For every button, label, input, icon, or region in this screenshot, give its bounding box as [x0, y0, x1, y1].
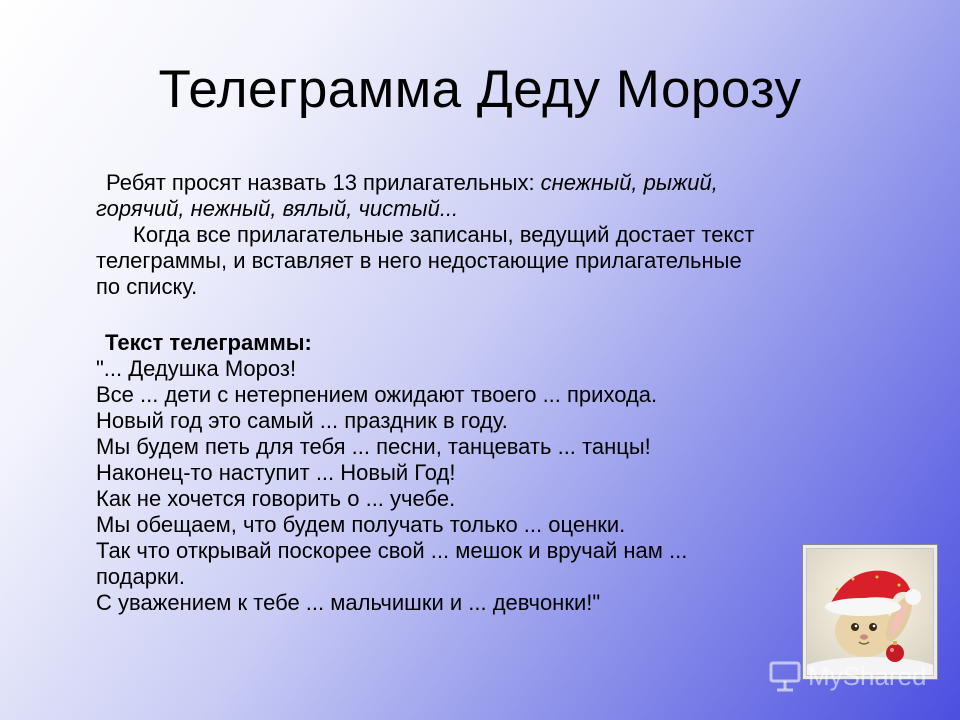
telegram-line: Мы будем петь для тебя ... песни, танцевать ... танцы!	[96, 434, 651, 459]
telegram-line: Наконец-то наступит ... Новый Год!	[96, 460, 456, 485]
instruction-line-3: по списку.	[96, 274, 198, 299]
telegram-text	[96, 330, 816, 616]
telegram-line: "... Дедушка Мороз!	[96, 356, 297, 381]
telegram-line: Мы обещаем, что будем получать только ... оценки.	[96, 512, 626, 537]
telegram-line: С уважением к тебе ... мальчишки и ... девчонки!"	[96, 590, 601, 615]
intro-adjectives-a: снежный, рыжий,	[540, 170, 718, 195]
telegram-heading: Текст телеграммы:	[105, 330, 312, 355]
presentation-board-icon	[768, 659, 802, 693]
instruction-line-1: Когда все прилагательные записаны, ведущий достает текст	[133, 222, 755, 247]
telegram-line: Как не хочется говорить о ... учебе.	[96, 486, 456, 511]
intro-adjectives-b: горячий, нежный, вялый, чистый...	[96, 196, 459, 221]
watermark-text: MyShared	[808, 660, 927, 691]
telegram-line: Новый год это самый ... праздник в году.	[96, 408, 508, 433]
telegram-line: Так что открывай поскорее свой ... мешок и вручай нам ...	[96, 538, 688, 563]
page-title: Телеграмма Деду Морозу	[158, 60, 802, 119]
intro-text-start: Ребят просят назвать 13 прилагательных:	[106, 170, 541, 195]
intro-text	[96, 170, 896, 300]
intro-line-1	[96, 170, 896, 196]
telegram-line: подарки.	[96, 564, 185, 589]
watermark	[768, 656, 927, 696]
telegram-line: Все ... дети с нетерпением ожидают твоего ... прихода.	[96, 382, 658, 407]
instruction-line-2: телеграммы, и вставляет в него недостающие прилагательные	[96, 248, 742, 273]
